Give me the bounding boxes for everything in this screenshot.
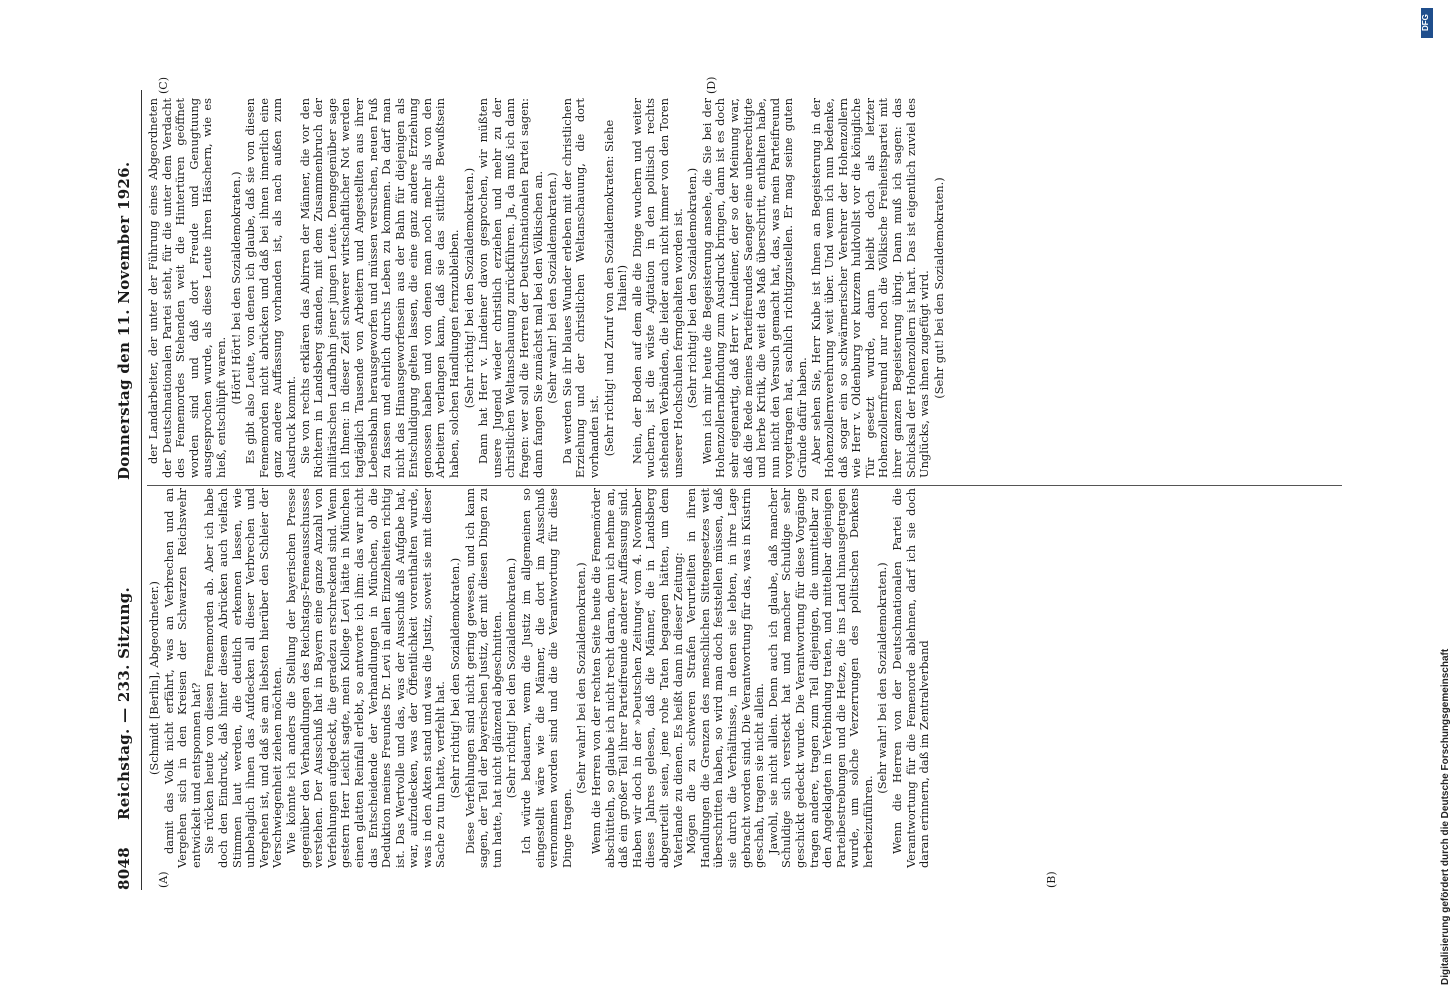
margin-mark-a: (A) — [157, 871, 170, 888]
interjection: (Sehr gut! bei den Sozialdemokraten.) — [931, 177, 946, 399]
speaker-line: (Schmidt [Berlin], Abgeordneter.) — [147, 581, 161, 776]
paragraph: Da werden Sie ihr blaues Wunder erleben mit der christlichen Erziehung und der christlichen Weltanschauung, die dort vorhanden ist. — [559, 98, 601, 478]
interjection: (Sehr wahr! bei den Sozialdemokraten.) — [545, 172, 560, 404]
paragraph: Sie rücken heute von diesen Fememorden ab. Aber ich habe doch den Eindruck, daß hinter diesem Abrücken auch vielfach Stimmen laut werden, die deutlich erkennen lassen, wie unbehaglich ihnen das Aufdecken all dieser Verbrechen und Vergehen ist, und daß sie am liebsten hierüber den Schleier der Verschwiegenheit ziehen möchten. — [202, 488, 285, 868]
paragraph: Aber sehen Sie, Herr Kube ist Ihnen an Begeisterung in der Hohenzollernverehrung weit über. Und wenn ich nun bedenke, daß sogar ein so schwärmerischer Verehrer der Hohenzollern wie Herr v. Oldenburg vor kurzem huldvollst vor die königliche Tür gesetzt wurde, dann bleibt doch als letzter Hohenzollernfreund nur noch die Völkische Freiheitspartei mit ihrer ganzen Begeisterung übrig. Dann muß ich sagen: das Schicksal der Hohenzollern ist hart. Das ist eigentlich zuviel des Unglücks, was ihnen zugefügt wird. — [808, 98, 932, 478]
paragraph: Wenn die Herren von der Deutschnationalen Partei die Verantwortung für die Femenorde ablehnen, darf ich sie doch daran erinnern, daß im Zentralverband — [890, 488, 932, 868]
paragraph: damit das Volk nicht erfährt, was an Verbrechen und an Vergehen sich in den Kreisen der Schwarzen Reichswehr entwickelt und entsponnen hat? — [161, 488, 203, 868]
text-column-right — [147, 98, 947, 478]
page-number: 8048 — [115, 847, 133, 890]
interjection: (Hört! Hört! bei den Sozialdemokraten.) — [228, 171, 243, 405]
interjection: (Sehr richtig! und Zuruf von den Sozialdemokraten: Siehe Italien!) — [601, 119, 630, 457]
page-content — [115, 76, 1345, 890]
session-title: Reichstag. — 233. Sitzung. — [115, 586, 133, 820]
column-divider — [147, 485, 1342, 486]
paragraph: Es gibt also Leute, von denen ich glaube, daß sie von diesen Fememorden nicht abrücken und daß bei ihnen innerlich eine ganz andere Auffassung vorhanden ist, als nach außen zum Ausdruck kommt. — [243, 98, 298, 478]
margin-mark-c: (C) — [157, 77, 170, 94]
interjection: (Sehr richtig! bei den Sozialdemokraten.) — [448, 557, 463, 799]
margin-mark-d: (D) — [705, 76, 718, 94]
interjection: (Sehr richtig! bei den Sozialdemokraten.) — [504, 557, 519, 799]
text-column-left — [147, 488, 932, 868]
dfg-logo: DFG — [1421, 8, 1433, 38]
digitization-note: Digitalisierung gefördert durch die Deutsche Forschungsgemeinschaft — [1440, 648, 1451, 985]
interjection: (Sehr wahr! bei den Sozialdemokraten.) — [574, 562, 589, 794]
session-date: Donnerstag den 11. November 1926. — [115, 161, 133, 480]
page-header — [115, 90, 141, 890]
interjection: (Sehr wahr! bei den Sozialdemokraten.) — [875, 562, 890, 794]
rotated-page — [115, 0, 1058, 890]
paragraph: Wenn die Herren von der rechten Seite heute die Fememörder abschütteln, so glaube ich nicht recht daran, denn ich nehme an, daß ein großer Teil ihrer Parteifreunde anderer Auffassung sind. Haben wir doch in der »Deutschen Zeitung« vom 4. November dieses Jahres gelesen, daß die Männer, die in Landsberg abgeurteilt seien, jene rohe Taten begangen hätten, um dem Vaterlande zu dienen. Es heißt dann in dieser Zeitung: — [589, 488, 685, 868]
interjection: (Sehr richtig! bei den Sozialdemokraten.) — [685, 167, 700, 409]
paragraph: Wie könnte ich anders die Stellung der bayerischen Presse gegenüber den Verhandlungen des Reichstags-Femeausschusses verstehen. Der Ausschuß hat in Bayern eine ganze Anzahl von Verfehlungen aufgedeckt, die geradezu erschreckend sind. Wenn gestern Herr Leicht sagte, mein Kollege Levi hätte in München einen glatten Reinfall erlebt, so antworte ich ihm: das war nicht das Entscheidende der Verhandlungen in München, ob die Deduktion meines Freundes Dr. Levi in allen Einzelheiten richtig ist. Das Wertvolle und das, was der Ausschuß als Aufgabe hat, war, aufzudecken, was der Öffentlichkeit vorenthalten wurde, was in den Akten stand und was die Justiz, soweit sie mit dieser Sache zu tun hatte, verfehlt hat. — [283, 488, 448, 868]
paragraph: Sie von rechts erklären das Abirren der Männer, die vor den Richtern in Landsberg standen, mit dem Zusammenbruch der militärischen Laufbahn jener jungen Leute. Demgegenüber sage ich Ihnen: in dieser Zeit schwerer wirtschaftlicher Not werden tagtäglich Tausende von Arbeitern und Angestellten aus ihrer Lebensbahn herausgeworfen und müssen versuchen, neuen Fuß zu fassen und ehrlich durchs Leben zu kommen. Da darf man nicht das Hinausgeworfensein aus der Bahn für diejenigen als Entschuldigung gelten lassen, die eine ganz andere Erziehung genossen haben und von denen man noch mehr als von den Arbeitern verlangen kann, daß sie das sittliche Bewußtsein haben, solchen Handlungen fernzubleiben. — [297, 98, 462, 478]
paragraph: Dann hat Herr v. Lindeiner davon gesprochen, wir müßten unsere Jugend wieder christlich erziehen und mehr zu der christlichen Weltanschauung zurückführen. Ja, da muß ich dann fragen: wer soll die Herren der Deutschnationalen Partei sagen: dann fangen Sie zunächst mal bei den Völkischen an. — [476, 98, 545, 478]
paragraph: Wenn ich mir heute die Begeisterung ansehe, die Sie bei der Hohenzollernabfindung zum Ausdruck bringen, dann ist es doch sehr eigenartig, daß Herr v. Lindeiner, der so der Meinung war, daß die Rede meines Parteifreundes Saenger eine unberechtigte und herbe Kritik, die weit das Maß überschritt, enthalten habe, nun nicht den Versuch gemacht hat, das, was mein Parteifreund vorgetragen hat, sachlich richtigzustellen. Er mag seine guten Gründe dafür haben. — [699, 98, 809, 478]
header-rule — [141, 90, 142, 890]
paragraph: Nein, der Boden auf dem alle die Dinge wuchern und weiter wuchern, ist die wüste Agitation in den politisch rechts stehenden Verbänden, die leider auch nicht immer von den Toren unserer Hochschulen ferngehalten worden ist. — [629, 98, 685, 478]
interjection: (Sehr richtig! bei den Sozialdemokraten.) — [461, 167, 476, 409]
paragraph: der Landarbeiter, der unter der Führung eines Abgeordneten der Deutschnationalen Partei steht, für die unter dem Verdacht des Fememordes Stehenden weit die Hintertüren geöffnet worden sind und daß dort Freude und Genugtuung ausgesprochen wurde, als diese Leute ihren Häschern, wie es hieß, entschlüpft waren. — [146, 98, 228, 478]
paragraph: Jawohl, sie nicht allein. Denn auch ich glaube, daß mancher Schuldige sich versteckt hat und mancher Schuldige sehr geschickt gedeckt wurde. Die Verantwortung für diese Vorgänge tragen andere, tragen zum Teil diejenigen, die unmittelbar zu den Angeklagten in Verbindung traten, und mittelbar diejenigen Parteibestrebungen und die Hetze, die ins Land hinausgetragen wurde, um solche Verzerrungen des politischen Denkens herbeizuführen. — [765, 488, 875, 868]
quotation: Mögen die zu schweren Strafen Verurteilten in ihren Handlungen die Grenzen des menschlichen Sittengesetzes weit überschritten haben, so wird man doch feststellen müssen, daß sie durch die Verhältnisse, in denen sie lebten, in ihre Lage gebracht worden sind. Die Verantwortung für das, was in Küstrin geschah, tragen sie nicht allein. — [684, 488, 767, 868]
paragraph: Diese Verfehlungen sind nicht gering gewesen, und ich kann sagen, der Teil der bayerischen Justiz, der mit diesen Dingen zu tun hatte, hat nicht glänzend abgeschnitten. — [462, 488, 504, 868]
margin-mark-b: (B) — [1045, 871, 1058, 888]
paragraph: Ich würde bedauern, wenn die Justiz im allgemeinen so eingestellt wäre wie die Männer, die dort im Ausschuß vernommen worden sind und die die Verantwortung für diese Dinge tragen. — [519, 488, 574, 868]
